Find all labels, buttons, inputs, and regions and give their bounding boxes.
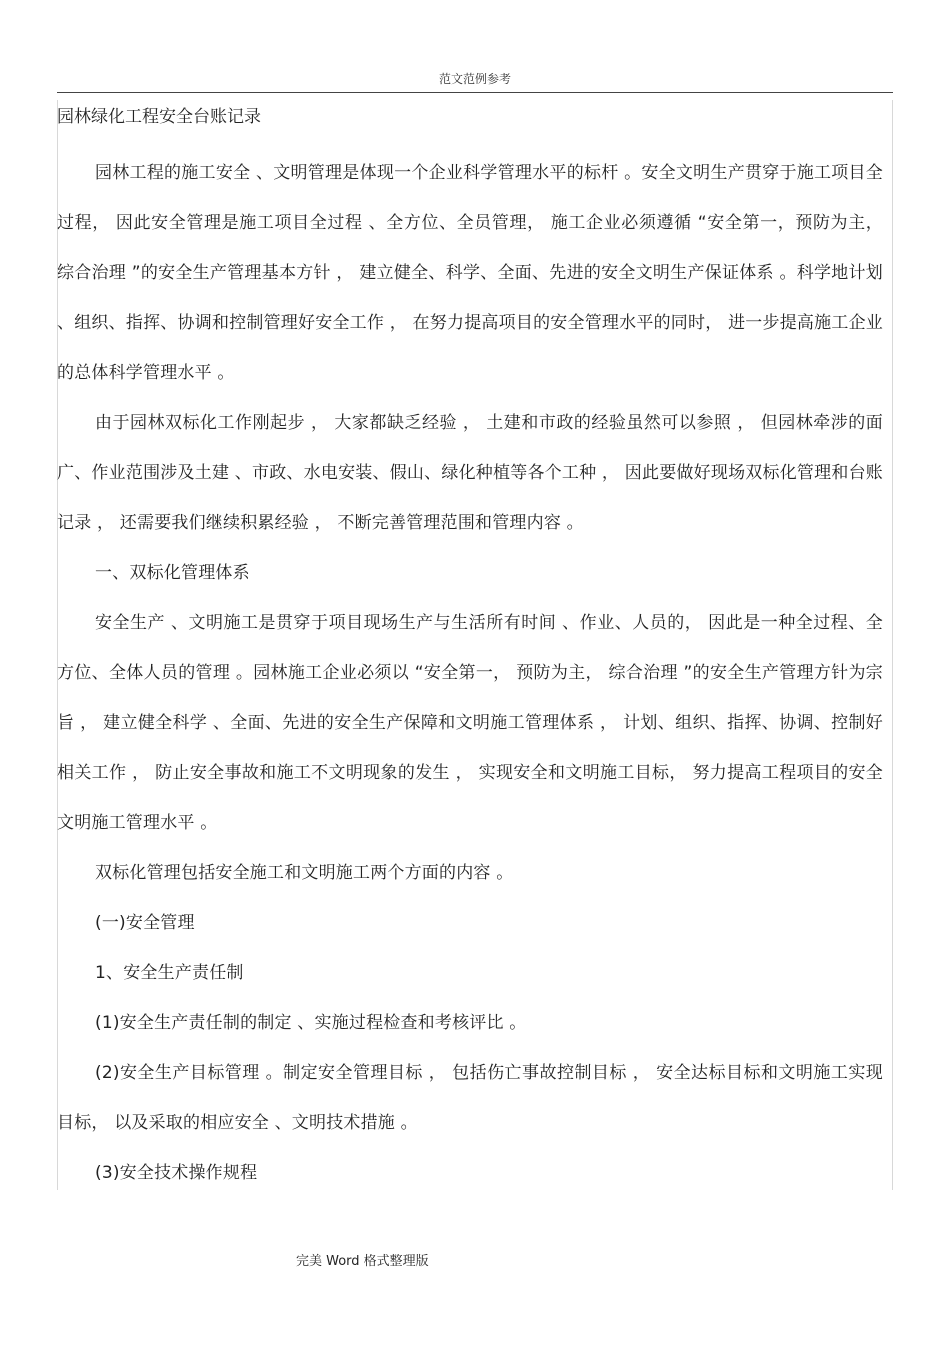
subheading-safety-management: (一)安全管理 [95, 913, 195, 933]
header-divider [57, 92, 893, 93]
document-title: 园林绿化工程安全台账记录 [57, 107, 261, 127]
page-footer: 完美 Word 格式整理版 [296, 1254, 429, 1269]
list-item-1: (1)安全生产责任制的制定 、实施过程检查和考核评比 。 [95, 1013, 527, 1033]
paragraph-background: 由于园林双标化工作刚起步 ， 大家都缺乏经验 ， 土建和市政的经验虽然可以参照 ， 但园林牵涉的面广、作业范围涉及土建 、市政、水电安装、假山、绿化种植等各个工种 ， 因此要做好现场双标化管理和台账记录 ， 还需要我们继续积累经验 ， 不断完善管理范围和管理内容 。 [57, 413, 883, 533]
paragraph-scope: 双标化管理包括安全施工和文明施工两个方面的内容 。 [95, 863, 514, 883]
paragraph-intro: 园林工程的施工安全 、文明管理是体现一个企业科学管理水平的标杆 。安全文明生产贯穿于施工项目全过程， 因此安全管理是施工项目全过程 、全方位、全员管理， 施工企业必须遵循 “安全第一，预防为主， 综合治理 ”的安全生产管理基本方针 ， 建立健全、科学、全面、先进的安全文明生产保证体系 。科学地计划 、组织、指挥、协调和控制管理好安全工作 ， 在努力提高项目的安全管理水平的同时， 进一步提高施工企业的总体科学管理水平 。 [57, 163, 883, 383]
page-frame-right-border [892, 100, 893, 1190]
item-responsibility-system: 1、安全生产责任制 [95, 963, 244, 983]
paragraph-management-system: 安全生产 、文明施工是贯穿于项目现场生产与生活所有时间 、作业、人员的， 因此是一种全过程、全方位、全体人员的管理 。园林施工企业必须以 “安全第一， 预防为主， 综合治理 ”的安全生产管理方针为宗旨 ， 建立健全科学 、全面、先进的安全生产保障和文明施工管理体系 ， 计划、组织、指挥、协调、控制好相关工作 ， 防止安全事故和施工不文明现象的发生 ， 实现安全和文明施工目标， 努力提高工程项目的安全文明施工管理水平 。 [57, 613, 883, 833]
document-body [57, 100, 883, 1198]
page-header: 范文范例参考 [438, 72, 511, 86]
section-heading-management-system: 一、双标化管理体系 [95, 563, 250, 583]
list-item-2: (2)安全生产目标管理 。制定安全管理目标 ， 包括伤亡事故控制目标 ， 安全达标目标和文明施工实现目标， 以及采取的相应安全 、文明技术措施 。 [57, 1063, 883, 1133]
list-item-3: (3)安全技术操作规程 [95, 1163, 258, 1183]
